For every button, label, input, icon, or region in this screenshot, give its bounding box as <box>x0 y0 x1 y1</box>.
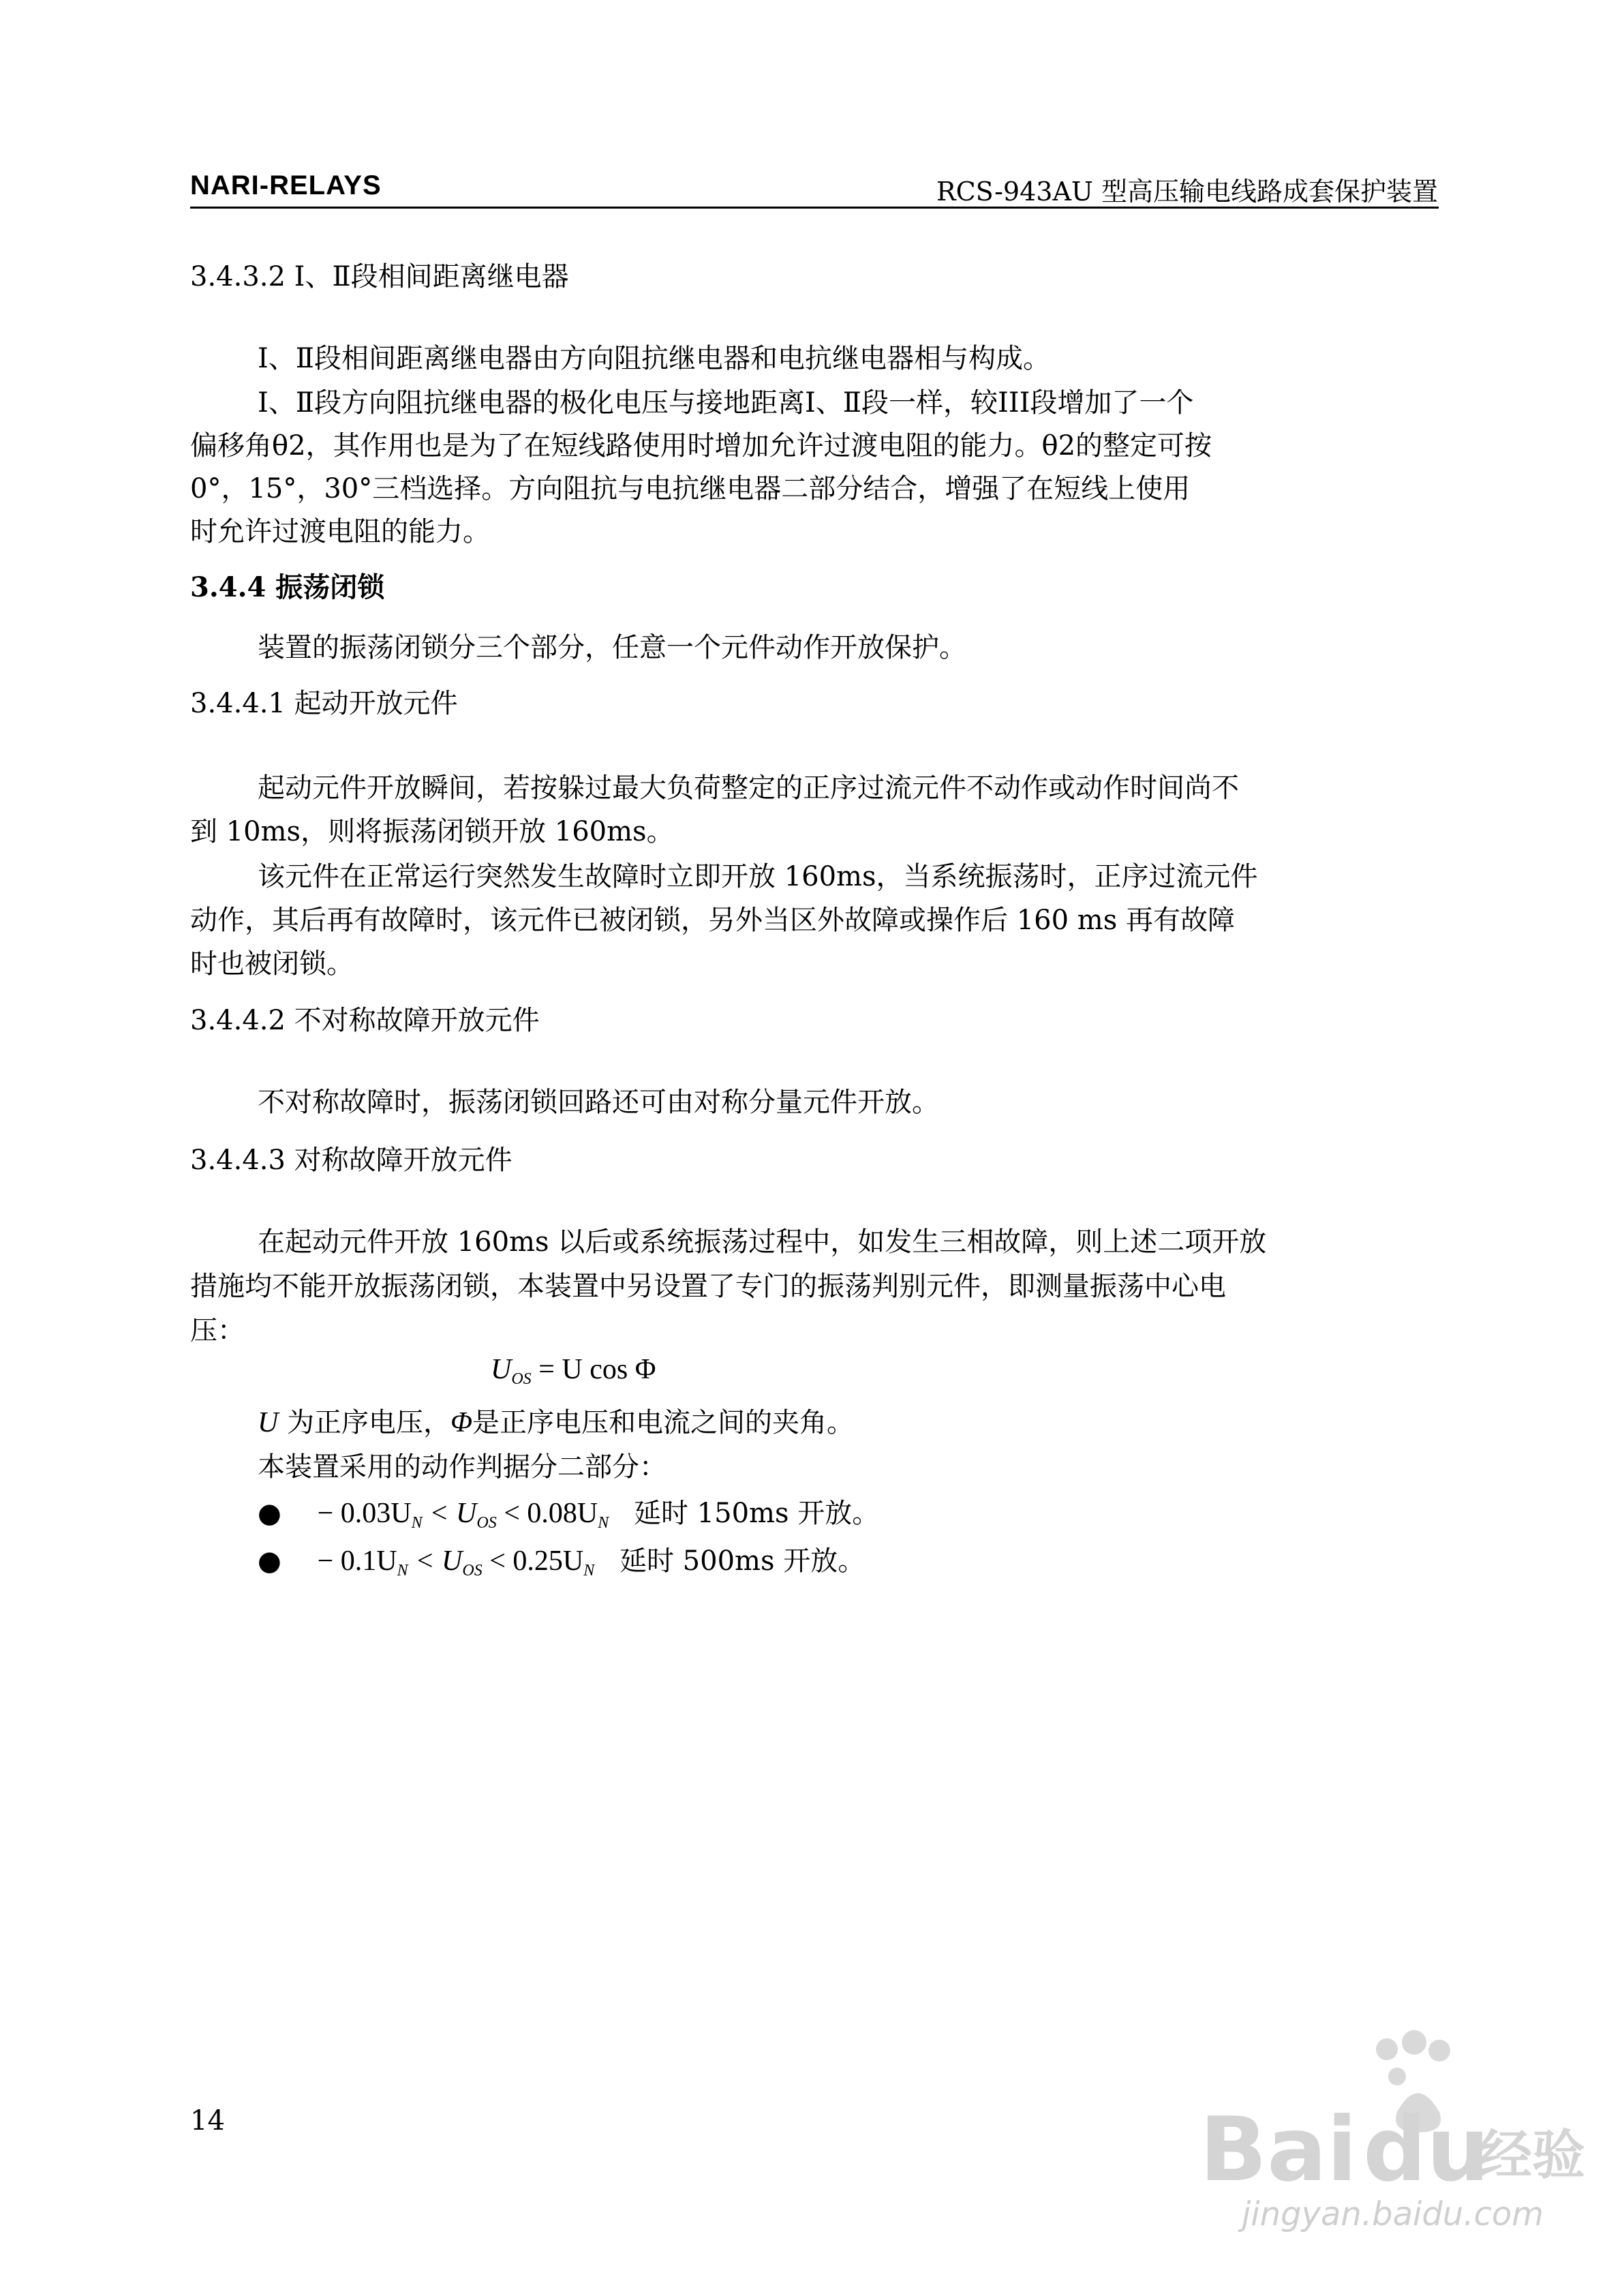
page-number: 14 <box>190 2105 225 2136</box>
header-doc-title: RCS-943AU 型高压输电线路成套保护装置 <box>936 177 1438 207</box>
heading-3-4-4: 3.4.4 振荡闭锁 <box>190 571 385 603</box>
heading-3-4-4-2: 3.4.4.2 不对称故障开放元件 <box>190 1005 540 1036</box>
heading-3-4-4-3: 3.4.4.3 对称故障开放元件 <box>190 1145 512 1176</box>
paragraph-line: 措施均不能开放振荡闭锁，本装置中另设置了专门的振荡判别元件，即测量振荡中心电 <box>190 1271 1226 1302</box>
paragraph: 装置的振荡闭锁分三个部分，任意一个元件动作开放保护。 <box>258 632 966 663</box>
heading-3-4-3-2: 3.4.3.2 Ⅰ、Ⅱ段相间距离继电器 <box>190 261 569 292</box>
paragraph-line: Ⅰ、Ⅱ段方向阻抗继电器的极化电压与接地距离Ⅰ、Ⅱ段一样，较III段增加了一个 <box>258 387 1194 419</box>
paragraph-line: 动作，其后再有故障时，该元件已被闭锁，另外当区外故障或操作后 160 ms 再有故障 <box>190 905 1235 936</box>
bullet-item: ● − $0.03U_N < U_{OS} < 0.08U_N$ 延时 150ms 开放。 <box>258 1498 880 1532</box>
svg-text:du: du <box>1363 2098 1490 2201</box>
svg-text:Bai: Bai <box>1199 2098 1358 2201</box>
paragraph-line: 该元件在正常运行突然发生故障时立即开放 160ms，当系统振荡时，正序过流元件 <box>258 861 1258 892</box>
formula-uos: $U_{OS} = U$ cos Φ <box>491 1354 656 1388</box>
header-brand: NARI-RELAYS <box>190 170 382 200</box>
paragraph-line: 压： <box>190 1315 245 1346</box>
paragraph-line: 起动元件开放瞬间，若按躲过最大负荷整定的正序过流元件不动作或动作时间尚不 <box>258 772 1239 804</box>
bullet-icon: ● <box>258 1498 281 1529</box>
heading-3-4-4-1: 3.4.4.1 起动开放元件 <box>190 688 458 719</box>
bullet-icon: ● <box>258 1545 281 1577</box>
watermark-url: jingyan.baidu.com <box>1242 2195 1544 2233</box>
paragraph-line: 时也被闭锁。 <box>190 948 354 980</box>
paragraph: Ⅰ、Ⅱ段相间距离继电器由方向阻抗继电器和电抗继电器相与构成。 <box>258 343 1050 374</box>
paragraph: 不对称故障时，振荡闭锁回路还可由对称分量元件开放。 <box>258 1087 939 1118</box>
baidu-jingyan-watermark-logo <box>1193 2016 1586 2221</box>
svg-text:经验: 经验 <box>1479 2125 1586 2186</box>
definition-line: U 为正序电压，Φ是正序电压和电流之间的夹角。 <box>258 1407 855 1438</box>
paragraph-line: 时允许过渡电阻的能力。 <box>190 516 490 547</box>
paragraph-line: 0°，15°，30°三档选择。方向阻抗与电抗继电器二部分结合，增强了在短线上使用 <box>190 473 1191 504</box>
paragraph-line: 到 10ms，则将振荡闭锁开放 160ms。 <box>190 816 674 847</box>
paragraph-line: 在起动元件开放 160ms 以后或系统振荡过程中，如发生三相故障，则上述二项开放 <box>258 1226 1267 1258</box>
header-rule <box>190 207 1439 209</box>
bullet-item: ● − $0.1U_N < U_{OS} < 0.25U_N$ 延时 500ms 开放。 <box>258 1545 866 1580</box>
criteria-intro: 本装置采用的动作判据分二部分： <box>258 1451 667 1483</box>
paragraph-line: 偏移角θ2，其作用也是为了在短线路使用时增加允许过渡电阻的能力。θ2的整定可按 <box>190 430 1212 462</box>
